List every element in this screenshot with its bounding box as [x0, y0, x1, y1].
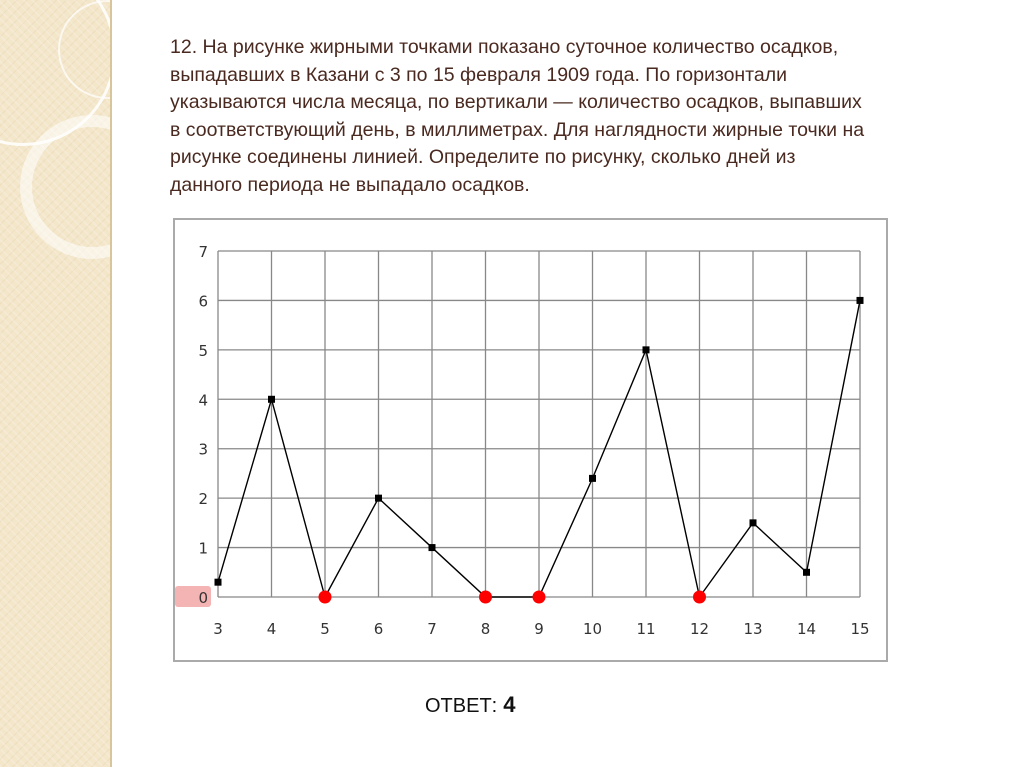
x-tick-label: 3: [213, 620, 223, 638]
y-tick-label: 1: [198, 539, 208, 558]
x-tick-label: 5: [320, 620, 330, 638]
side-band-edge: [110, 0, 112, 767]
y-tick-label: 5: [198, 341, 208, 360]
data-point: [857, 297, 864, 304]
x-tick-label: 7: [427, 620, 437, 638]
zero-precipitation-point: [479, 591, 492, 604]
zero-precipitation-point: [319, 591, 332, 604]
x-tick-label: 8: [480, 620, 491, 638]
x-tick-label: 11: [636, 620, 656, 638]
answer: [425, 692, 515, 718]
y-tick-label: 6: [198, 292, 208, 311]
zero-precipitation-point: [533, 591, 546, 604]
data-point: [589, 475, 596, 482]
data-point: [375, 495, 382, 502]
task-line: данного периода не выпадало осадков.: [170, 173, 530, 196]
task-line: выпадавших в Казани с 3 по 15 февраля 1909 года. По горизонтали: [170, 63, 788, 86]
x-tick-label: 14: [796, 620, 817, 638]
data-point: [803, 569, 810, 576]
task-line: указываются числа месяца, по вертикали — количество осадков, выпавших: [170, 91, 862, 113]
y-tick-label: 4: [198, 391, 208, 410]
precipitation-chart: [173, 218, 888, 662]
x-tick-label: 6: [373, 620, 384, 638]
zero-precipitation-point: [693, 591, 706, 604]
y-tick-label: 7: [198, 243, 208, 261]
task-line: рисунке соединены линией. Определите по рисунку, сколько дней из: [170, 146, 796, 168]
data-point: [215, 579, 222, 586]
x-tick-label: 13: [743, 620, 763, 638]
task-line: в соответствующий день, в миллиметрах. Для наглядности жирные точки на: [170, 118, 865, 141]
task-line: 12. На рисунке жирными точками показано суточное количество осадков,: [170, 36, 839, 58]
y-tick-label: 3: [198, 440, 208, 459]
y-tick-label: 0: [198, 589, 208, 607]
task-text: [170, 34, 1010, 199]
data-point: [268, 396, 275, 403]
data-point: [643, 346, 650, 353]
x-tick-label: 9: [534, 620, 544, 638]
decorative-side-band: [0, 0, 112, 767]
x-tick-label: 15: [850, 620, 870, 638]
answer-label: ОТВЕТ:: [425, 695, 498, 717]
answer-value: 4: [503, 692, 516, 717]
y-tick-label: 2: [198, 490, 208, 509]
data-point: [750, 519, 757, 526]
x-tick-label: 12: [689, 620, 710, 638]
x-tick-label: 4: [266, 620, 277, 638]
x-tick-label: 10: [582, 620, 603, 638]
data-point: [429, 544, 436, 551]
